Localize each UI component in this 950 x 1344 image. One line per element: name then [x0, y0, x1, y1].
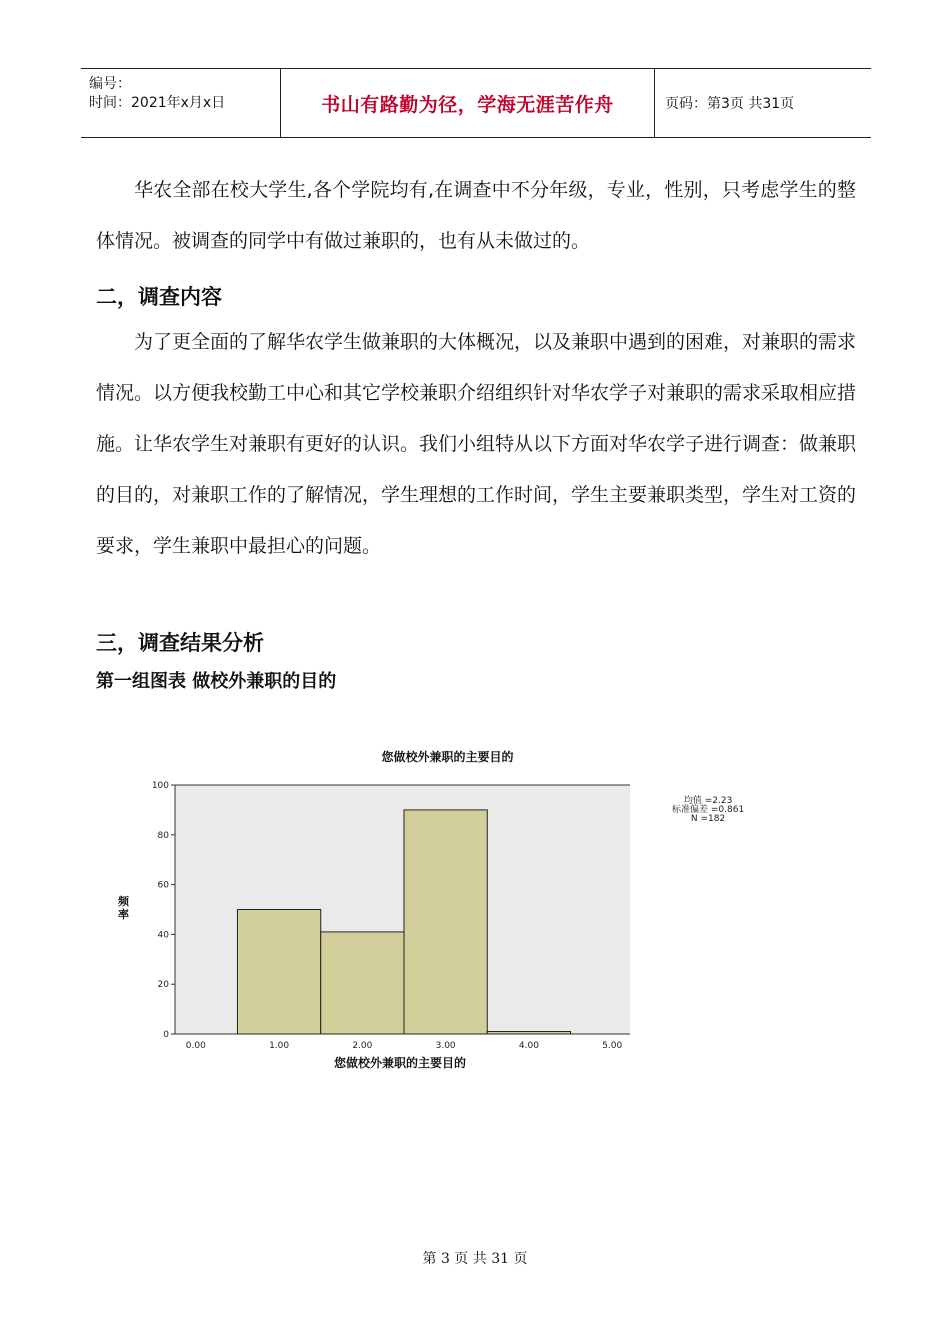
header-motto-cell — [281, 69, 655, 137]
x-tick-label: 2.00 — [352, 1041, 373, 1051]
x-tick-label: 3.00 — [435, 1041, 456, 1051]
page-info: 页码：第3页 共31页 — [665, 96, 795, 112]
y-tick-label: 20 — [157, 980, 169, 991]
paragraph-survey-content: 为了更全面的了解华农学生做兼职的大体概况，以及兼职中遇到的困难，对兼职的需求情况。以方便我校勤工中心和其它学校兼职介绍组织针对华农学子对兼职的需求采取相应措施。让华农学生对兼职有更好的认识。我们小组特从以下方面对华农学子进行调查：做兼职的目的，对兼职工作的了解情况，学生理想的工作时间，学生主要兼职类型，学生对工资的要求，学生兼职中最担心的问题。 — [96, 331, 857, 557]
y-tick-label: 80 — [157, 830, 169, 841]
stat-mean: 均值 =2.23 — [683, 796, 733, 806]
y-tick-label: 100 — [151, 781, 169, 791]
histogram-chart — [110, 780, 630, 1055]
y-axis-label: 频率 — [118, 895, 129, 921]
histogram-bar — [404, 810, 487, 1034]
page-footer: 第 3 页 共 31 页 — [422, 1251, 528, 1267]
document-date: 时间：2021年x月x日 — [89, 95, 226, 111]
y-tick-label: 0 — [163, 1030, 169, 1040]
section-title-content: 二，调查内容 — [96, 285, 222, 309]
x-axis-label: 您做校外兼职的主要目的 — [333, 1056, 466, 1070]
chart-title: 您做校外兼职的主要目的 — [381, 750, 514, 764]
x-tick-label: 4.00 — [518, 1041, 539, 1051]
header-page-cell — [655, 69, 871, 137]
document-number-label: 编号： — [89, 76, 131, 92]
chart-group-title: 第一组图表 做校外兼职的目的 — [96, 671, 337, 692]
paragraph-survey-scope: 华农全部在校大学生,各个学院均有,在调查中不分年级，专业，性别，只考虑学生的整体情况。被调查的同学中有做过兼职的，也有从未做过的。 — [96, 179, 856, 252]
x-tick-label: 0.00 — [185, 1041, 206, 1051]
header-table — [81, 68, 871, 138]
histogram-bar — [237, 910, 320, 1035]
stat-n: N =182 — [690, 814, 726, 824]
stat-std: 标准偏差 =0.861 — [672, 805, 745, 815]
histogram-bar — [487, 1032, 570, 1034]
section-title-analysis: 三，调查结果分析 — [96, 631, 264, 655]
header-meta-cell — [81, 69, 281, 137]
x-tick-label: 1.00 — [269, 1041, 290, 1051]
x-tick-label: 5.00 — [602, 1041, 623, 1051]
motto-text: 书山有路勤为径，学海无涯苦作舟 — [321, 93, 614, 116]
chart-stats — [672, 797, 744, 824]
y-tick-label: 60 — [157, 880, 169, 891]
y-tick-label: 40 — [157, 930, 169, 941]
histogram-bar — [321, 932, 404, 1034]
